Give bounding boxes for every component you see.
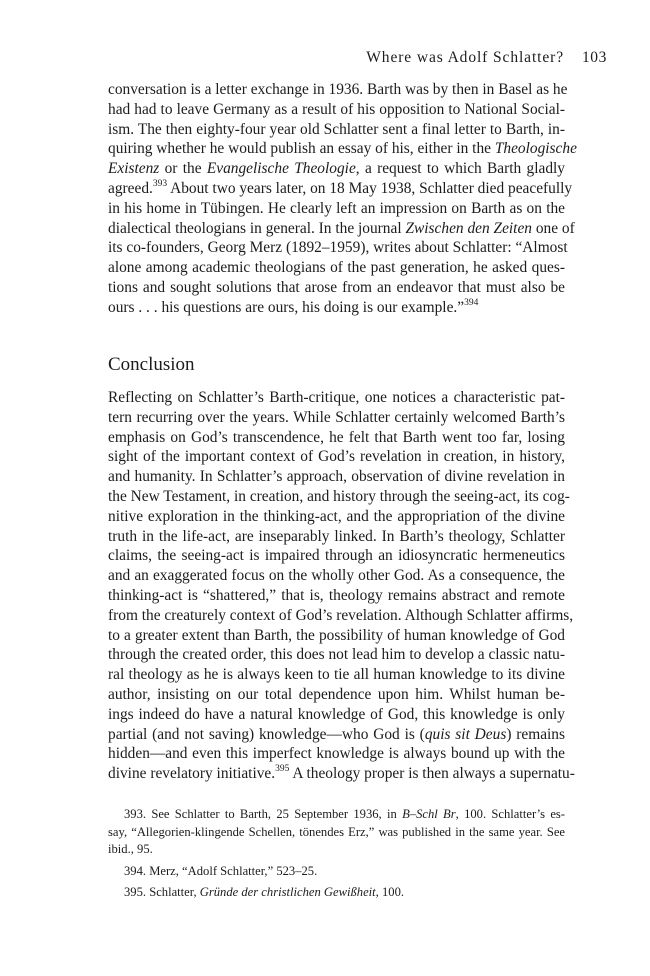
text-run: and an exaggerated focus on the wholly other God. As a consequence, the [108,567,565,585]
text-line [108,645,565,665]
footnote-ref: 394 [464,297,479,308]
text-run: dialectical theologians in general. In the journal [108,219,406,237]
text-line [108,586,565,606]
section-heading: Conclusion [108,354,195,375]
text-run: ours . . . his questions are ours, his doing is our example.” [108,298,465,316]
text-run: , 100. Schlatter’s es- [455,807,566,821]
text-line [108,408,565,428]
footnote-line [108,806,565,824]
running-head-title: Where was Adolf Schlatter? [366,49,564,66]
text-run: , a request to which Barth gladly [355,160,566,178]
text-run: author, insisting on our total dependence upon him. Whilst human be- [108,685,565,703]
text-run: divine revelatory initiative. [108,765,276,783]
text-line [108,278,565,298]
text-run: in his home in Tübingen. He clearly left an impression on Barth as on the [108,199,565,217]
text-line [108,447,565,467]
text-run: to a greater extent than Barth, the possibility of human knowledge of God [108,626,565,644]
text-run: About two years later, on 18 May 1938, Schlatter died peacefully [167,179,573,197]
text-run: one of [531,219,575,237]
text-run: through the created order, this does not lead him to develop a classic natu- [108,646,565,664]
text-run: ism. The then eighty-four year old Schlatter sent a final letter to Barth, in- [108,120,565,138]
text-line [108,665,565,685]
text-run: 393. See Schlatter to Barth, 25 September 1936, in [124,807,403,821]
text-line [108,725,565,745]
text-line [108,120,565,140]
text-line [108,178,573,199]
text-run: ings indeed do have a natural knowledge of God, this knowledge is only [108,705,565,723]
text-run: 395. Schlatter, [124,885,200,900]
text-run: partial (and not saving) knowledge—who God is ( [108,725,425,743]
footnote [108,863,565,881]
footnote-ref: 393 [152,178,168,189]
text-line [108,606,574,626]
text-line [108,159,565,179]
text-line [108,467,565,487]
text-run: 394. Merz, “Adolf Schlatter,” 523–25. [124,863,318,878]
footnote-line [108,884,565,902]
text-run: and humanity. In Schlatter’s approach, observation of divine revelation in [108,468,565,486]
text-line [108,100,565,120]
body-paragraph-2 [108,388,575,784]
text-run: say, “Allegorien-klingende Schellen, tönendes Erz,” was published in the same year. See [108,824,565,839]
text-line [108,764,575,784]
text-run: Reflecting on Schlatter’s Barth-critique, one notices a characteristic pat- [108,389,565,406]
italic-text: Evangelische Theologie [206,160,356,178]
text-run: from the creaturely context of God’s revelation. Although Schlatter affirms, [108,606,574,624]
text-run: sight of the important context of God’s revelation in creation, in history, [108,448,565,466]
text-run: conversation is a letter exchange in 1936. Barth was by then in Basel as he [108,81,568,98]
text-line [108,744,565,764]
text-line [108,626,565,646]
text-run: claims, the seeing-act is impaired through an idiosyncratic hermeneutics [108,547,565,565]
text-run: thinking-act is “shattered,” that is, theology remains abstract and remote [108,586,565,604]
text-line [108,428,565,448]
text-line [108,507,565,527]
text-run: quiring whether he would publish an essay of his, either in the [108,140,495,158]
text-run: emphasis on God’s transcendence, he felt that Barth went too far, losing [108,428,565,446]
footnote-line [108,824,565,842]
italic-text: Gründe der christlichen Gewißheit, [199,885,379,900]
text-line [108,705,565,725]
text-run: agreed. [108,179,153,197]
italic-text: Theologische [494,140,577,158]
text-run: A theology proper is then always a supernatu- [289,765,575,783]
text-line [108,238,568,258]
text-run: alone among academic theologians of the past generation, he asked ques- [108,259,565,277]
text-line [108,527,565,547]
text-line [108,487,570,507]
footnotes [108,806,565,902]
text-line [108,199,565,219]
footnote-line [108,863,565,881]
text-line [108,298,565,318]
footnote [108,884,565,902]
text-run: tions and sought solutions that arose from an endeavor that must also be [108,278,565,296]
body-paragraph-1 [108,80,577,318]
running-head [0,49,607,71]
text-line [108,80,568,100]
text-line [108,258,565,278]
italic-text: Zwischen den Zeiten [405,219,532,237]
italic-text: B–Schl Br [402,807,456,821]
footnote-ref: 395 [275,764,290,775]
italic-text: quis sit Deus [424,725,507,743]
text-run: tern recurring over the years. While Schlatter certainly welcomed Barth’s [108,408,565,426]
text-line [108,566,565,586]
text-run: ) remains [506,725,565,743]
text-run: ibid., 95. [108,842,153,857]
text-run: its co-founders, Georg Merz (1892–1959), writes about Schlatter: “Almost [108,239,568,257]
text-run: the New Testament, in creation, and history through the seeing-act, its cog- [108,487,570,505]
footnote [108,806,565,859]
italic-text: Existenz [108,160,160,178]
text-line [108,139,577,159]
text-line [108,685,565,705]
text-line [108,546,565,566]
text-run: hidden—and even this imperfect knowledge is always bound up with the [108,745,565,763]
text-line [108,388,565,408]
text-run: or the [159,160,207,178]
text-run: nitive exploration in the thinking-act, and the appropriation of the divine [108,507,565,525]
text-run: ral theology as he is always keen to tie all human knowledge to its divine [108,666,565,684]
page-number: 103 [581,49,607,66]
text-line [108,219,575,239]
text-run: had had to leave Germany as a result of his opposition to National Social- [108,100,565,118]
text-run: 100. [378,885,405,900]
text-run: truth in the life-act, are inseparably linked. In Barth’s theology, Schlatter [108,527,565,545]
footnote-line [108,841,565,859]
